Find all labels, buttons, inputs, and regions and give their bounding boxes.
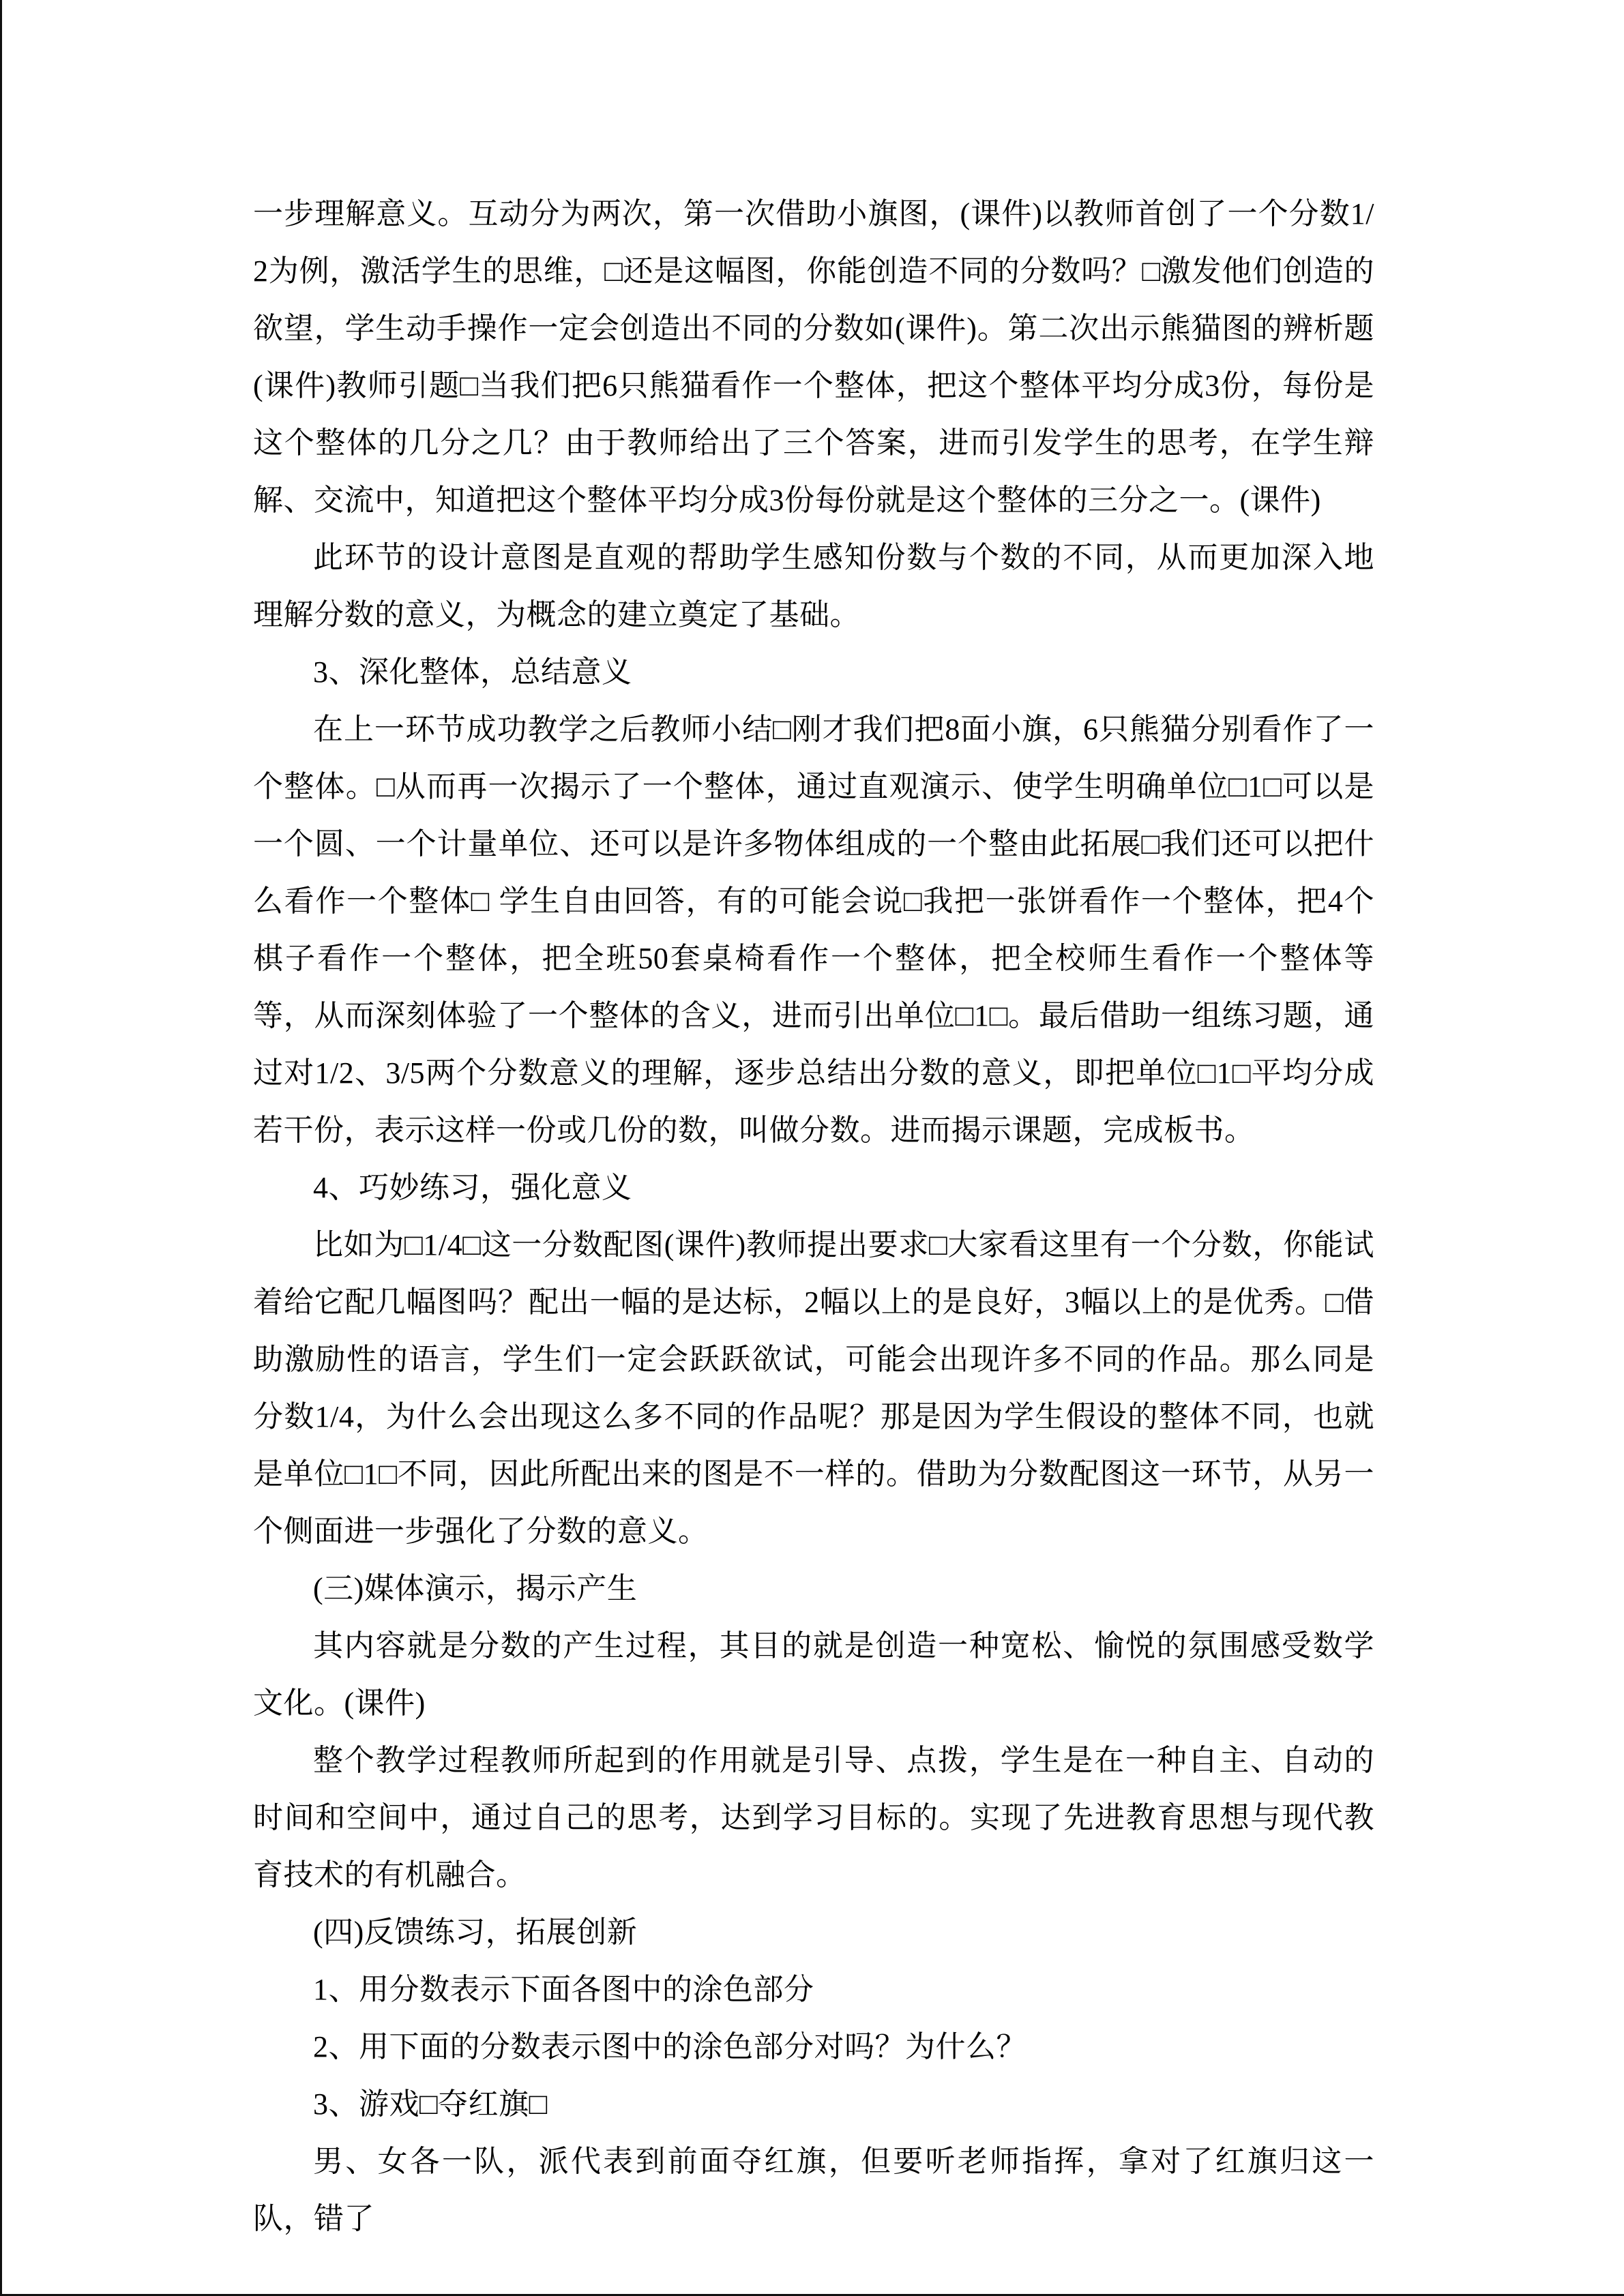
paragraph: 此环节的设计意图是直观的帮助学生感知份数与个数的不同，从而更加深入地理解分数的意义，为概念的建立奠定了基础。: [253, 541, 1374, 631]
section-heading: 4、巧妙练习，强化意义: [313, 1171, 632, 1204]
section-heading: 3、深化整体，总结意义: [313, 655, 632, 689]
paragraph: 比如为□1/4□这一分数配图(课件)教师提出要求□大家看这里有一个分数，你能试着给它配几幅图吗？配出一幅的是达标，2幅以上的是良好，3幅以上的是优秀。□借助激励性的语言，学生们一定会跃跃欲试，可能会出现许多不同的作品。那么同是分数1/4，为什么会出现这么多不同的作品呢？那是因为学生假设的整体不同，也就是单位□1□不同，因此所配出来的图是不一样的。借助为分数配图这一环节，从另一个侧面进一步强化了分数的意义。: [253, 1228, 1374, 1548]
section-heading: (三)媒体演示，揭示产生: [313, 1572, 638, 1605]
paragraph: 在上一环节成功教学之后教师小结□刚才我们把8面小旗，6只熊猫分别看作了一个整体。□从而再一次揭示了一个整体，通过直观演示、使学生明确单位□1□可以是一个圆、一个计量单位、还可以是许多物体组成的一个整由此拓展□我们还可以把什么看作一个整体□ 学生自由回答，有的可能会说□我把一张饼看作一个整体，把4个棋子看作一个整体，把全班50套桌椅看作一个整体，把全校师生看作一个整体等等，从而深刻体验了一个整体的含义，进而引出单位□1□。最后借助一组练习题，通过对1/2、3/5两个分数意义的理解，逐步总结出分数的意义，即把单位□1□平均分成若干份，表示这样一份或几份的数，叫做分数。进而揭示课题，完成板书。: [253, 713, 1374, 1147]
document-content: [2, 0, 1624, 2248]
list-item: 1、用分数表示下面各图中的涂色部分: [313, 1973, 814, 2006]
paragraph: 男、女各一队，派代表到前面夺红旗，但要听老师指挥，拿对了红旗归这一队，错了: [253, 2145, 1374, 2235]
list-item: 2、用下面的分数表示图中的涂色部分对吗？为什么？: [313, 2030, 1027, 2063]
paragraph: 整个教学过程教师所起到的作用就是引导、点拨，学生是在一种自主、自动的时间和空间中，通过自己的思考，达到学习目标的。实现了先进教育思想与现代教育技术的有机融合。: [253, 1744, 1374, 1892]
section-heading: (四)反馈练习，拓展创新: [313, 1915, 638, 1949]
paragraph: 一步理解意义。互动分为两次，第一次借助小旗图，(课件)以教师首创了一个分数1/2为例，激活学生的思维，□还是这幅图，你能创造不同的分数吗？□激发他们创造的欲望，学生动手操作一定会创造出不同的分数如(课件)。第二次出示熊猫图的辨析题(课件)教师引题□当我们把6只熊猫看作一个整体，把这个整体平均分成3份，每份是这个整体的几分之几？由于教师给出了三个答案，进而引发学生的思考，在学生辩解、交流中，知道把这个整体平均分成3份每份就是这个整体的三分之一。(课件): [253, 197, 1374, 517]
list-item: 3、游戏□夺红旗□: [313, 2087, 548, 2121]
paragraph: 其内容就是分数的产生过程，其目的就是创造一种宽松、愉悦的氛围感受数学文化。(课件): [253, 1629, 1374, 1720]
